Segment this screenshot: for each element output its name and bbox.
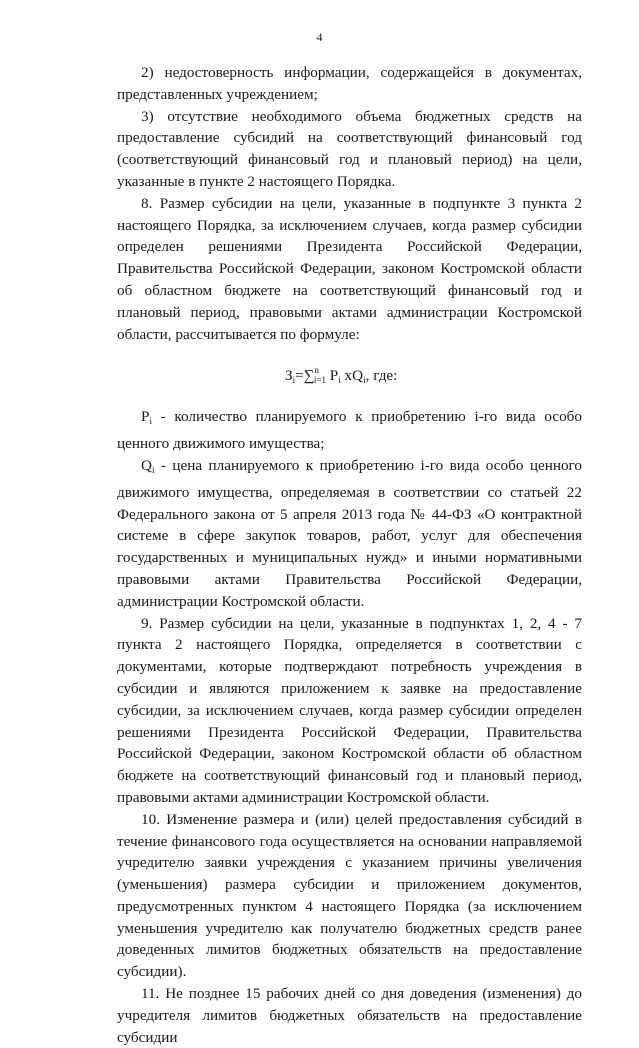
definition-q: [117, 455, 582, 613]
formula-equals: =: [295, 367, 304, 385]
definition-p: [117, 406, 582, 455]
formula-lhs: З: [285, 367, 293, 385]
formula-sum-lower: i=1: [313, 375, 326, 386]
formula-p-subscript: i: [338, 375, 341, 386]
paragraph-item-2: 2) недостоверность информации, содержащейся в документах, представленных учреждением;: [117, 64, 582, 103]
formula-q: Q: [352, 367, 364, 385]
document-body: [117, 62, 582, 1048]
formula-sum-symbol: ∑: [303, 368, 315, 385]
paragraph-clause-10: 10. Изменение размера и (или) целей предоставления субсидий в течение финансового года осуществляется на основании направляемой учредителю заявки учреждения с указанием причины увеличения (уменьшения) размера субсидии и приложением документов, предусмотренных пунктом 4 настоящего Порядка (за исключением уменьшения учредителю как получателю бюджетных средств ранее доведенных лимитов бюджетных обязательств на предоставление субсидии).: [117, 810, 582, 981]
definition-p-subscript: i: [149, 416, 152, 427]
formula-tail: , где:: [365, 367, 398, 385]
definition-q-text: - цена планируемого к приобретению i-го вида особо ценного движимого имущества, определяемая в соответствии со статьей 22 Федерального закона от 5 апреля 2013 года № 44-ФЗ «О контрактной системе в сфере закупок товаров, работ, услуг для обеспечения государственных и муниципальных нужд» и иными нормативными правовыми актами Правительства Российской Федерации, администрации Костромской области.: [117, 456, 582, 610]
definition-p-text: - количество планируемого к приобретению i-го вида особо ценного движимого имущества;: [117, 408, 582, 453]
definition-q-subscript: i: [151, 464, 155, 475]
paragraph-clause-11: 11. Не позднее 15 рабочих дней со дня доведения (изменения) до учредителя лимитов бюджетных обязательств на предоставление субсидии: [117, 985, 582, 1046]
formula-times: x: [344, 367, 353, 385]
subsidy-formula: [117, 359, 582, 391]
formula-sum-upper: n: [314, 365, 319, 376]
definition-p-symbol: [141, 408, 152, 425]
formula-q-subscript: i: [363, 375, 366, 386]
definition-q-symbol: [141, 457, 154, 474]
paragraph-clause-8: 8. Размер субсидии на цели, указанные в подпункте 3 пункта 2 настоящего Порядка, за исключением случаев, когда размер субсидии определен решениями Президента Российской Федерации, Правительства Российской Федерации, законом Костромской области об областном бюджете на соответствующий финансовый год и плановый период, правовыми актами администрации Костромской области, рассчитывается по формуле:: [117, 194, 582, 343]
definition-p-letter: P: [141, 408, 150, 426]
page-number: 4: [316, 30, 323, 44]
formula-p: P: [329, 367, 339, 385]
formula-sum-limits: [314, 359, 326, 391]
formula-lhs-subscript: i: [292, 375, 296, 386]
paragraph-clause-9: 9. Размер субсидии на цели, указанные в подпунктах 1, 2, 4 - 7 пункта 2 настоящего Порядка, определяется в соответствии с документами, которые подтверждают потребность учреждения в субсидии и являются приложением к заявке на предоставление субсидии, за исключением случаев, когда размер субсидии определен решениями Президента Российской Федерации, Правительства Российской Федерации, законом Костромской области об областном бюджете на соответствующий финансовый год и плановый период, правовыми актами администрации Костромской области.: [117, 614, 582, 806]
definition-q-letter: Q: [141, 456, 152, 474]
paragraph-item-3: 3) отсутствие необходимого объема бюджетных средств на предоставление субсидий на соответствующий финансовый год (соответствующий финансовый год и плановый период) на цели, указанные в пункте 2 настоящего Порядка.: [117, 107, 582, 190]
